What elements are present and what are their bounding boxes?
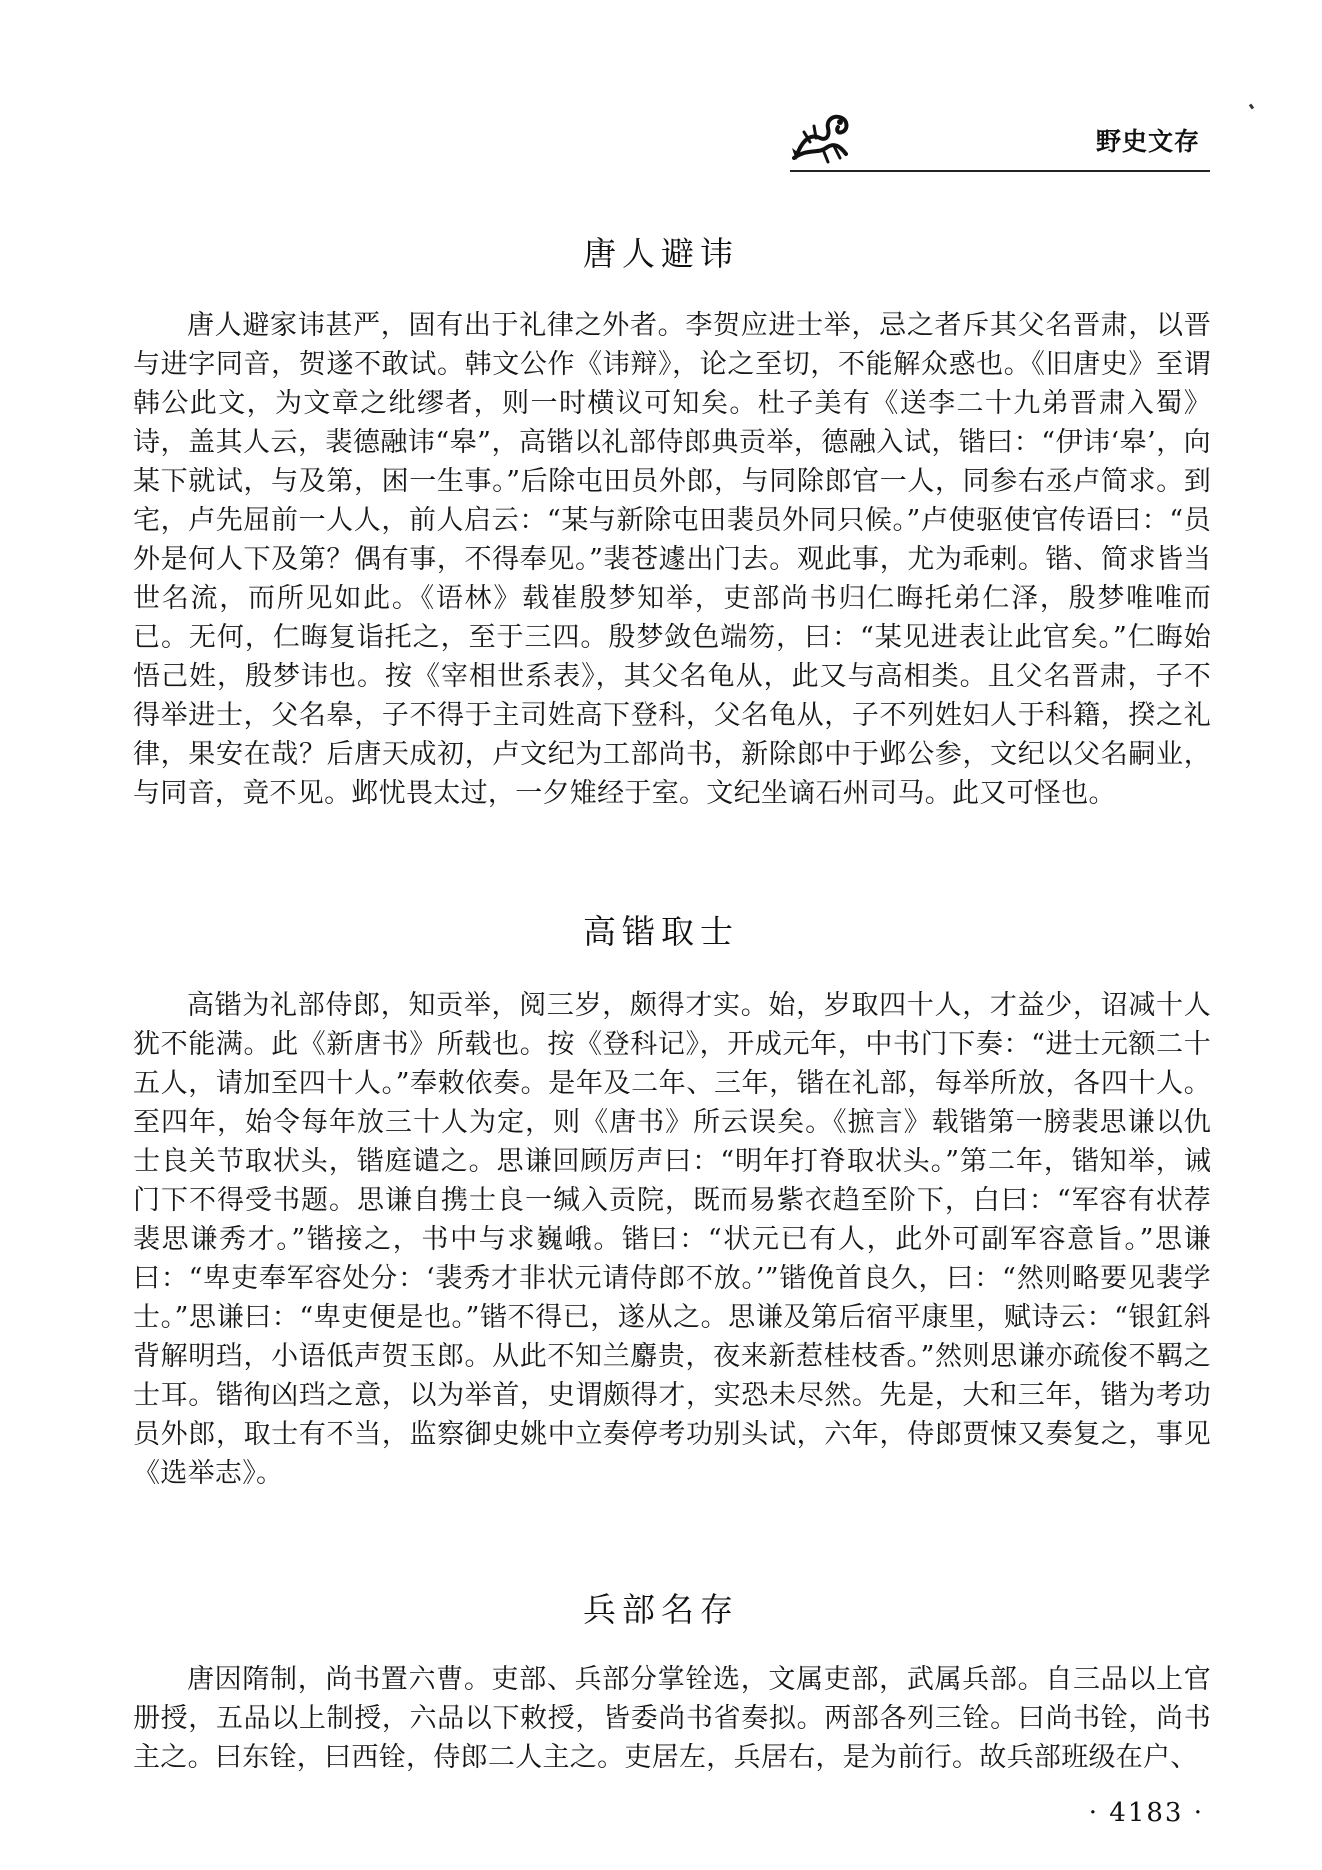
running-header — [790, 100, 1210, 172]
section-title-2: 高锴取士 — [583, 912, 739, 951]
section-paragraph-3: 唐因隋制，尚书置六曹。吏部、兵部分掌铨选，文属吏部，武属兵部。自三品以上官册授，五品以上制授，六品以下敕授，皆委尚书省奏拟。两部各列三铨。曰尚书铨，尚书主之。曰东铨，曰西铨，侍郎二人主之。吏居左，兵居右，是为前行。故兵部班级在户、 — [133, 1664, 1211, 1773]
section-paragraph-1: 唐人避家讳甚严，固有出于礼律之外者。李贺应进士举，忌之者斥其父名晋肃，以晋与进字同音，贺遂不敢试。韩文公作《讳辩》，论之至切，不能解众惑也。《旧唐史》至谓韩公此文，为文章之纰缪者，则一时横议可知矣。杜子美有《送李二十九弟晋肃入蜀》诗，盖其人云，裴德融讳“皋”，高锴以礼部侍郎典贡举，德融入试，锴曰：“伊讳‘皋’，向某下就试，与及第，困一生事。”后除屯田员外郎，与同除郎官一人，同参右丞卢简求。到宅，卢先屈前一人人，前人启云：“某与新除屯田裴员外同只候。”卢使驱使官传语曰：“员外是何人下及第？偶有事，不得奉见。”裴苍遽出门去。观此事，尤为乖剌。锴、简求皆当世名流，而所见如此。《语林》载崔殷梦知举，吏部尚书归仁晦托弟仁泽，殷梦唯唯而已。无何，仁晦复诣托之，至于三四。殷梦敛色端笏，曰：“某见进表让此官矣。”仁晦始悟己姓，殷梦讳也。按《宰相世系表》，其父名龟从，此又与高相类。且父名晋肃，子不得举进士，父名皋，子不得于主司姓高下登科，父名龟从，子不列姓妇人于科籍，揆之礼律，果安在哉？后唐天成初，卢文纪为工部尚书，新除郎中于邺公参，文纪以父名嗣业，与同音，竟不见。邺忧畏太过，一夕雉经于室。文纪坐谪石州司马。此又可怪也。 — [133, 310, 1211, 809]
section-title-3: 兵部名存 — [583, 1590, 739, 1629]
series-name: 野史文存 — [1095, 127, 1200, 156]
dragon-emblem-icon — [790, 108, 852, 166]
section-paragraph-2: 高锴为礼部侍郎，知贡举，阅三岁，颇得才实。始，岁取四十人，才益少，诏减十人犹不能满。此《新唐书》所载也。按《登科记》，开成元年，中书门下奏：“进士元额二十五人，请加至四十人。”奉敕依奏。是年及二年、三年，锴在礼部，每举所放，各四十人。至四年，始令每年放三十人为定，则《唐书》所云误矣。《摭言》载锴第一膀裴思谦以仇士良关节取状头，锴庭谴之。思谦回顾厉声曰：“明年打脊取状头。”第二年，锴知举，诫门下不得受书题。思谦自携士良一缄入贡院，既而易紫衣趋至阶下，白曰：“军容有状荐裴思谦秀才。”锴接之，书中与求巍峨。锴曰：“状元已有人，此外可副军容意旨。”思谦曰：“卑吏奉军容处分：‘裴秀才非状元请侍郎不放。’”锴俛首良久，曰：“然则略要见裴学士。”思谦曰：“卑吏便是也。”锴不得已，遂从之。思谦及第后宿平康里，赋诗云：“银釭斜背解明珰，小语低声贺玉郎。从此不知兰麝贵，夜来新惹桂枝香。”然则思谦亦疏俊不羁之士耳。锴徇凶珰之意，以为举首，史谓颇得才，实恐未尽然。先是，大和三年，锴为考功员外郎，取士有不当，监察御史姚中立奏停考功别头试，六年，侍郎贾悚又奏复之，事见《选举志》。 — [133, 990, 1211, 1489]
section-title-1: 唐人避讳 — [583, 234, 739, 273]
scan-speck — [1249, 104, 1254, 110]
page-number: · 4183 · — [1088, 1798, 1204, 1828]
header-rule — [790, 170, 1210, 172]
